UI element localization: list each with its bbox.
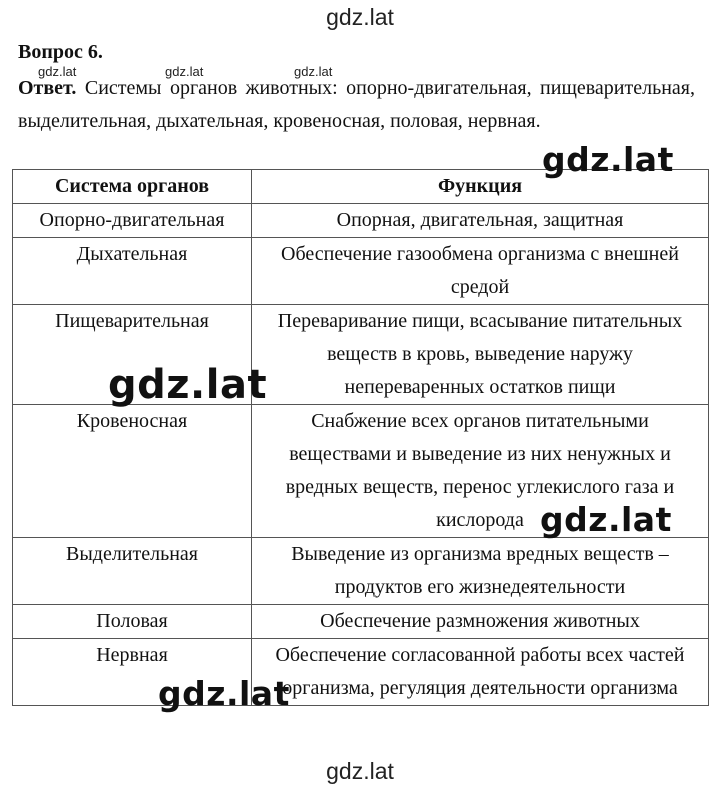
- function-cell: Опорная, двигательная, защитная: [252, 204, 709, 238]
- table-row: [13, 639, 709, 706]
- watermark-small: gdz.lat: [294, 64, 333, 79]
- function-cell: Выведение из организма вредных веществ – продуктов его жизнедеятельности: [252, 538, 709, 605]
- function-cell: Обеспечение газообмена организма с внешней средой: [252, 238, 709, 305]
- function-cell: Обеспечение согласованной работы всех частей организма, регуляция деятельности организма: [252, 639, 709, 706]
- function-cell: Переваривание пищи, всасывание питательных веществ в кровь, выведение наружу непереваренных остатков пищи: [252, 305, 709, 405]
- watermark-large: gdz.lat: [540, 500, 672, 539]
- watermark-large: gdz.lat: [542, 140, 674, 179]
- system-cell: Половая: [13, 605, 252, 639]
- system-cell: Дыхательная: [13, 238, 252, 305]
- system-cell: Пищеварительная: [13, 305, 252, 405]
- system-cell: Опорно-двигательная: [13, 204, 252, 238]
- watermark-bottom: gdz.lat: [326, 758, 394, 784]
- system-cell: Нервная: [13, 639, 252, 706]
- table-row: [13, 238, 709, 305]
- question-heading: Вопрос 6.: [18, 41, 103, 63]
- answer-paragraph: [18, 72, 695, 138]
- table-row: [13, 204, 709, 238]
- watermark-large: gdz.lat: [108, 362, 268, 408]
- answer-text: Системы органов животных: опорно-двигательная, пищеварительная, выделительная, дыхательная, кровеносная, половая, нервная.: [18, 77, 695, 132]
- table-row: [13, 605, 709, 639]
- function-cell: Снабжение всех органов питательными веществами и выведение из них ненужных и вредных веществ, перенос углекислого газа и кислорода: [252, 405, 709, 538]
- system-cell: Кровеносная: [13, 405, 252, 538]
- watermark-small: gdz.lat: [165, 64, 204, 79]
- organ-systems-table: [12, 169, 709, 706]
- header-system: Система органов: [13, 170, 252, 204]
- header-function: Функция: [252, 170, 709, 204]
- system-cell: Выделительная: [13, 538, 252, 605]
- watermark-small: gdz.lat: [38, 64, 77, 79]
- watermark-large: gdz.lat: [158, 674, 290, 713]
- table-row: [13, 538, 709, 605]
- watermark-top: gdz.lat: [326, 4, 394, 30]
- answer-label: Ответ.: [18, 77, 77, 99]
- function-cell: Обеспечение размножения животных: [252, 605, 709, 639]
